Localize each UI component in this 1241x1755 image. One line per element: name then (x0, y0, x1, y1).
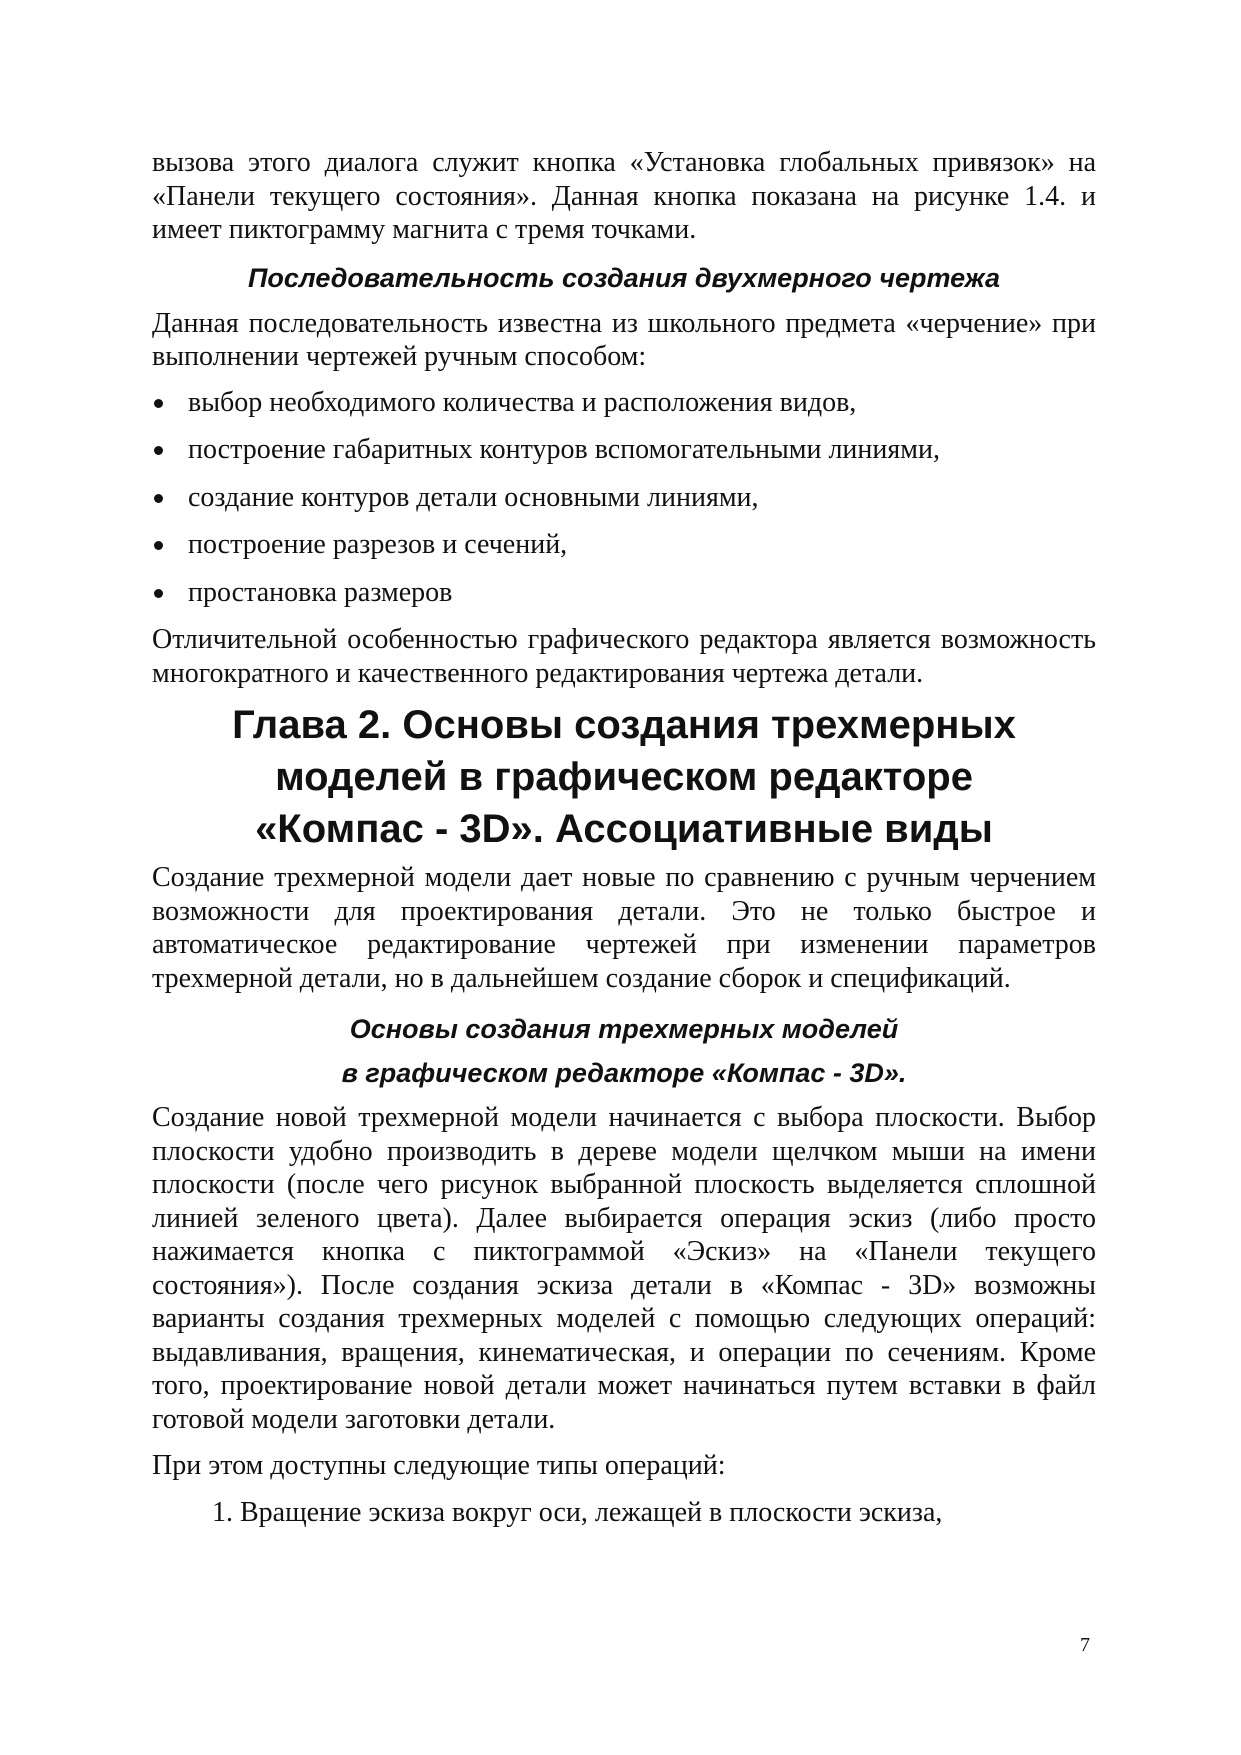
chapter-intro: Создание трехмерной модели дает новые по сравнению с ручным черчением возможности для проектирования детали. Это не только быстрое и автоматическое редактирование чертежей при изменении параметров трехмерной детали, но в дальнейшем создание сборок и спецификаций. (152, 862, 1096, 994)
bullet-icon (154, 589, 163, 598)
bullet-icon (154, 541, 163, 550)
list-item: простановка размеров (152, 576, 1096, 610)
list-item: построение разрезов и сечений, (152, 528, 1096, 562)
chapter-title (152, 699, 1096, 855)
bullet-icon (154, 446, 163, 455)
section2-types-intro: При этом доступны следующие типы операций: (152, 1450, 726, 1481)
bullet-icon (154, 399, 163, 408)
list-item: построение габаритных контуров вспомогательными линиями, (152, 433, 1096, 467)
section2-body: Создание новой трехмерной модели начинается с выбора плоскости. Выбор плоскости удобно производить в дереве модели щелчком мыши на имени плоскости (после чего рисунок выбранной плоскость выделяется сплошной линией зеленого цвета). Далее выбирается операция эскиз (либо просто нажимается кнопка с пиктограммой «Эскиз» на «Панели текущего состояния»). После создания эскиза детали в «Компас - 3D» возможны варианты создания трехмерных моделей с помощью следующих операций: выдавливания, вращения, кинематическая, и операции по сечениям. Кроме того, проектирование новой детали может начинаться путем вставки в файл готовой модели заготовки детали. (152, 1102, 1096, 1435)
page-number: 7 (1080, 1634, 1090, 1656)
list-item: выбор необходимого количества и расположения видов, (152, 386, 1096, 420)
section1-closing: Отличительной особенностью графического редактора является возможность многократного и качественного редактирования чертежа детали. (152, 624, 1096, 689)
section2-heading (152, 1007, 1096, 1095)
chapter-title-line: «Компас - 3D». Ассоциативные виды (255, 807, 993, 851)
chapter-title-line: Глава 2. Основы создания трехмерных (232, 703, 1016, 747)
list-item: 1. Вращение эскиза вокруг оси, лежащей в плоскости эскиза, (212, 1496, 943, 1528)
operations-list (152, 1496, 1096, 1530)
section1-bullet-list (152, 386, 1096, 610)
page-content (152, 146, 1096, 1529)
section2-heading-line: в графическом редакторе «Компас - 3D». (341, 1058, 907, 1088)
section2-heading-line: Основы создания трехмерных моделей (349, 1014, 899, 1044)
section1-heading: Последовательность создания двухмерного чертежа (247, 262, 1001, 293)
bullet-icon (154, 494, 163, 503)
chapter-title-line: моделей в графическом редакторе (275, 755, 973, 799)
intro-paragraph: вызова этого диалога служит кнопка «Установка глобальных привязок» на «Панели текущего состояния». Данная кнопка показана на рисунке 1.4. и имеет пиктограмму магнита с тремя точками. (152, 147, 1096, 245)
list-item: создание контуров детали основными линиями, (152, 481, 1096, 515)
section1-intro: Данная последовательность известна из школьного предмета «черчение» при выполнении чертежей ручным способом: (152, 307, 1096, 372)
